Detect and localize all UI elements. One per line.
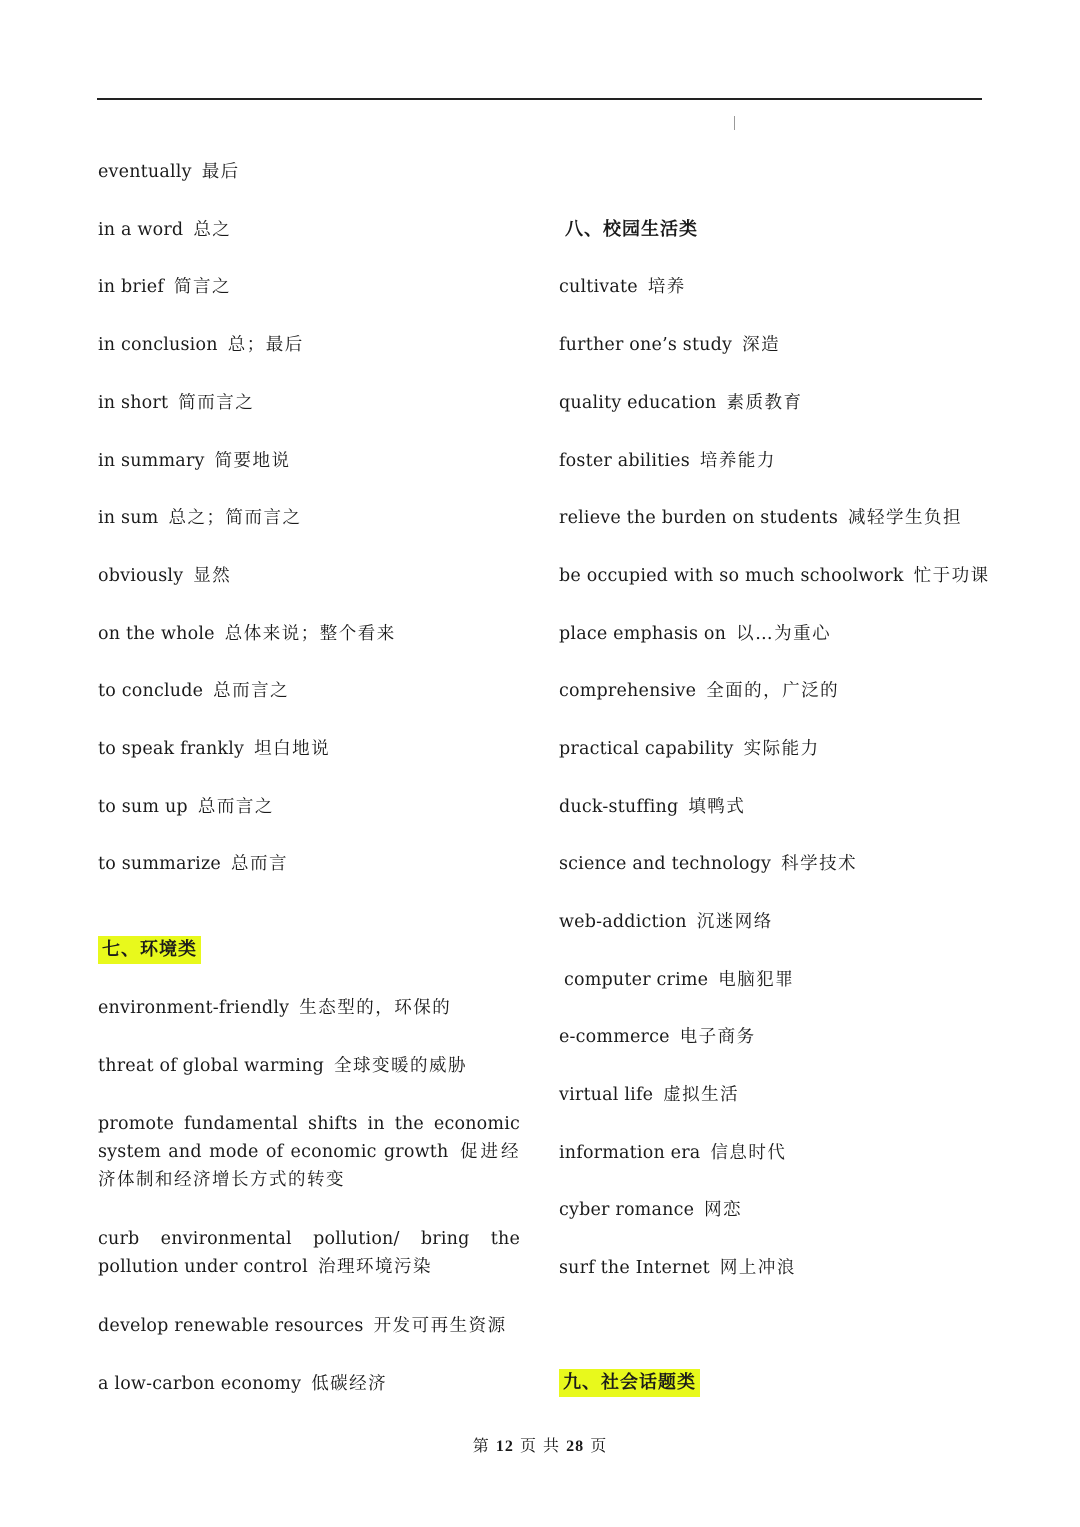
vocab-entry: comprehensive 全面的，广泛的 — [559, 681, 840, 701]
current-page-number: 12 — [495, 1438, 514, 1455]
vocab-entry: to sum up 总而言之 — [98, 797, 274, 817]
vocab-entry: develop renewable resources 开发可再生资源 — [98, 1316, 507, 1336]
vocab-entry: computer crime 电脑犯罪 — [564, 970, 795, 990]
vocab-entry: eventually 最后 — [98, 162, 240, 182]
vocab-entry: practical capability 实际能力 — [559, 739, 820, 759]
vocab-entry: environment-friendly 生态型的，环保的 — [98, 998, 452, 1018]
vocab-entry: promote fundamental shifts in the economic system and mode of economic growth 促进经济体制和经济增长方式的转变 — [98, 1114, 521, 1190]
footer-middle: 页 共 — [519, 1436, 561, 1455]
vocab-entry: in a word 总之 — [98, 220, 232, 240]
footer-prefix: 第 — [472, 1436, 490, 1455]
vocab-entry: obviously 显然 — [98, 566, 232, 586]
section-heading-social-topics: 九、社会话题类 — [559, 1369, 700, 1397]
footer-suffix: 页 — [590, 1436, 608, 1455]
vocab-entry: place emphasis on 以…为重心 — [559, 624, 832, 644]
total-pages-number: 28 — [566, 1438, 585, 1455]
page-footer — [0, 1432, 1080, 1461]
vocab-entry: cyber romance 网恋 — [559, 1200, 743, 1220]
vocab-entry: threat of global warming 全球变暖的威胁 — [98, 1056, 468, 1076]
vocab-entry: in sum 总之；简而言之 — [98, 508, 302, 528]
vocab-entry: virtual life 虚拟生活 — [559, 1085, 740, 1105]
vocab-entry: to summarize 总而言 — [98, 854, 288, 874]
vocab-entry: to speak frankly 坦白地说 — [98, 739, 331, 759]
vocab-entry: curb environmental pollution/ bring the pollution under control 治理环境污染 — [98, 1229, 520, 1277]
header-rule — [97, 98, 982, 100]
vocab-entry: be occupied with so much schoolwork 忙于功课 — [559, 566, 990, 586]
vocab-entry: in conclusion 总；最后 — [98, 335, 304, 355]
vocab-entry: in short 简而言之 — [98, 393, 255, 413]
vocab-entry: further one’s study 深造 — [559, 335, 781, 355]
vocab-entry: surf the Internet 网上冲浪 — [559, 1258, 796, 1278]
vocab-entry: e-commerce 电子商务 — [559, 1027, 756, 1047]
vocab-entry: on the whole 总体来说；整个看来 — [98, 624, 396, 644]
vocab-entry: web-addiction 沉迷网络 — [559, 912, 773, 932]
vocab-entry: quality education 素质教育 — [559, 393, 803, 413]
vocab-entry: in summary 简要地说 — [98, 451, 291, 471]
vocab-entry: relieve the burden on students 减轻学生负担 — [559, 508, 963, 528]
vocab-entry: in brief 简言之 — [98, 277, 232, 297]
section-heading-environment: 七、环境类 — [98, 936, 201, 964]
vocab-entry: a low-carbon economy 低碳经济 — [98, 1374, 388, 1394]
vocab-entry: cultivate 培养 — [559, 277, 686, 297]
vocab-entry: to conclude 总而言之 — [98, 681, 290, 701]
vocab-entry: science and technology 科学技术 — [559, 854, 858, 874]
vocab-entry: foster abilities 培养能力 — [559, 451, 776, 471]
text-cursor-mark — [734, 116, 735, 130]
vocab-entry: information era 信息时代 — [559, 1143, 787, 1163]
vocab-entry: duck-stuffing 填鸭式 — [559, 797, 746, 817]
section-heading-campus-life: 八、校园生活类 — [565, 219, 698, 240]
